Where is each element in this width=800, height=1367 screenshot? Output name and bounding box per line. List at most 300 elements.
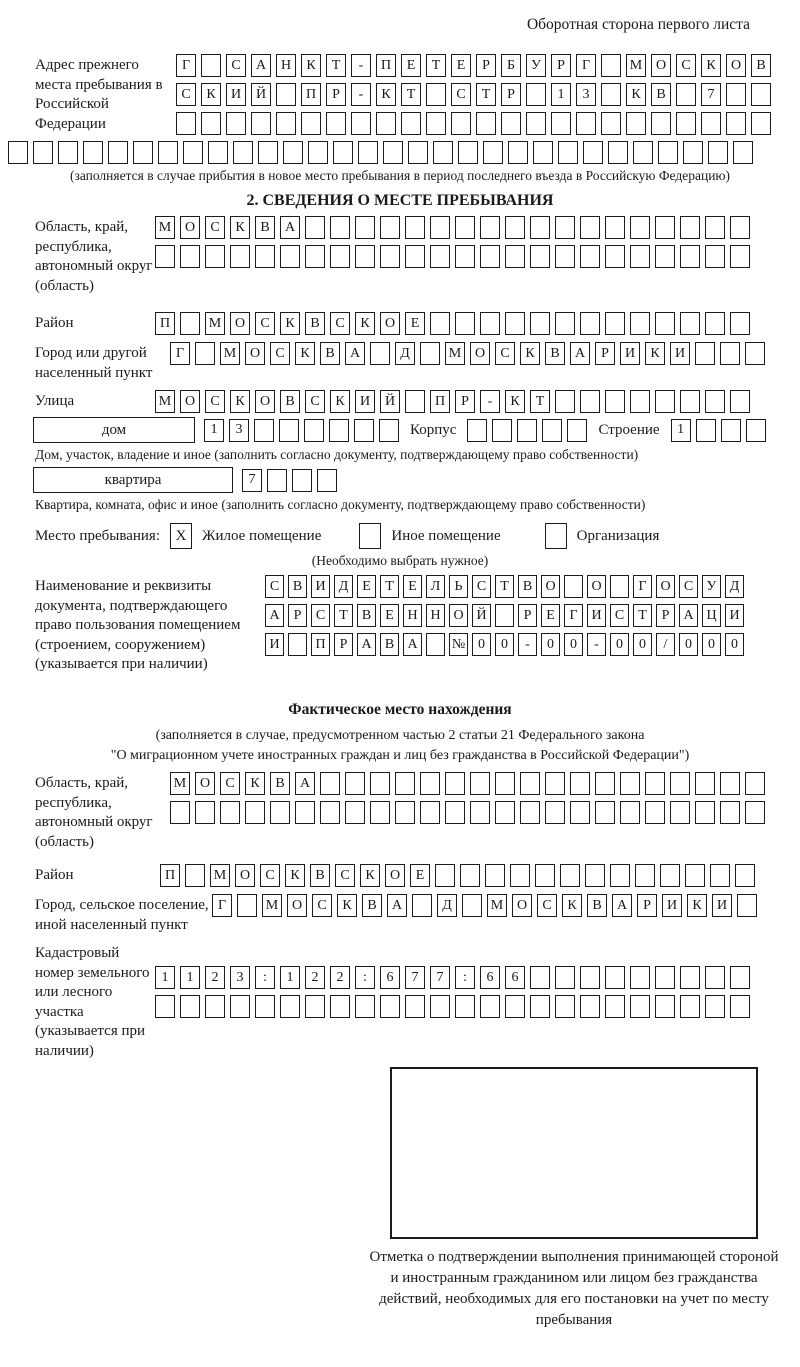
char-cell[interactable] <box>737 894 757 917</box>
char-cell[interactable]: Г <box>633 575 652 598</box>
char-cell[interactable] <box>355 245 375 268</box>
char-cell[interactable]: И <box>226 83 246 106</box>
char-cell[interactable]: Д <box>395 342 415 365</box>
char-cell[interactable] <box>455 216 475 239</box>
char-cell[interactable]: А <box>403 633 422 656</box>
char-cell[interactable] <box>455 995 475 1018</box>
char-cell[interactable]: К <box>295 342 315 365</box>
char-cell[interactable] <box>280 245 300 268</box>
char-cell[interactable] <box>158 141 178 164</box>
char-cell[interactable] <box>183 141 203 164</box>
char-cell[interactable] <box>508 141 528 164</box>
char-cell[interactable]: Р <box>501 83 521 106</box>
char-cell[interactable]: К <box>245 772 265 795</box>
char-cell[interactable] <box>267 469 287 492</box>
char-cell[interactable]: Н <box>276 54 296 77</box>
char-cell[interactable] <box>395 801 415 824</box>
char-cell[interactable]: С <box>265 575 284 598</box>
char-cell[interactable] <box>680 390 700 413</box>
char-cell[interactable]: Г <box>176 54 196 77</box>
char-cell[interactable] <box>683 141 703 164</box>
char-cell[interactable] <box>237 894 257 917</box>
char-cell[interactable] <box>405 995 425 1018</box>
char-cell[interactable]: Г <box>564 604 583 627</box>
char-cell[interactable] <box>258 141 278 164</box>
char-cell[interactable] <box>555 245 575 268</box>
char-cell[interactable] <box>580 390 600 413</box>
char-cell[interactable]: 7 <box>405 966 425 989</box>
char-cell[interactable] <box>8 141 28 164</box>
char-cell[interactable]: 3 <box>576 83 596 106</box>
char-cell[interactable] <box>676 112 696 135</box>
char-cell[interactable] <box>680 312 700 335</box>
char-cell[interactable]: С <box>472 575 491 598</box>
char-cell[interactable]: С <box>176 83 196 106</box>
char-cell[interactable]: А <box>265 604 284 627</box>
char-cell[interactable]: Е <box>410 864 430 887</box>
char-cell[interactable] <box>354 419 374 442</box>
char-cell[interactable] <box>570 801 590 824</box>
char-cell[interactable]: О <box>180 390 200 413</box>
char-cell[interactable]: 0 <box>633 633 652 656</box>
char-cell[interactable]: К <box>626 83 646 106</box>
char-cell[interactable]: И <box>355 390 375 413</box>
char-cell[interactable] <box>501 112 521 135</box>
char-cell[interactable]: 7 <box>430 966 450 989</box>
char-cell[interactable] <box>605 312 625 335</box>
char-cell[interactable] <box>505 245 525 268</box>
char-cell[interactable]: С <box>335 864 355 887</box>
char-cell[interactable] <box>720 772 740 795</box>
char-cell[interactable] <box>435 864 455 887</box>
char-cell[interactable] <box>445 772 465 795</box>
char-cell[interactable]: 6 <box>480 966 500 989</box>
char-cell[interactable]: Р <box>518 604 537 627</box>
char-cell[interactable] <box>695 772 715 795</box>
char-cell[interactable] <box>276 112 296 135</box>
char-cell[interactable] <box>355 216 375 239</box>
char-cell[interactable]: Р <box>288 604 307 627</box>
char-cell[interactable] <box>510 864 530 887</box>
char-cell[interactable] <box>460 864 480 887</box>
char-cell[interactable]: : <box>455 966 475 989</box>
char-cell[interactable] <box>370 801 390 824</box>
char-cell[interactable] <box>680 995 700 1018</box>
char-cell[interactable]: С <box>610 604 629 627</box>
char-cell[interactable] <box>33 141 53 164</box>
char-cell[interactable]: С <box>311 604 330 627</box>
char-cell[interactable] <box>517 419 537 442</box>
char-cell[interactable] <box>433 141 453 164</box>
stay-option-organization-checkbox[interactable] <box>545 523 567 549</box>
char-cell[interactable] <box>708 141 728 164</box>
char-cell[interactable] <box>520 801 540 824</box>
char-cell[interactable]: М <box>170 772 190 795</box>
char-cell[interactable]: И <box>725 604 744 627</box>
char-cell[interactable]: С <box>205 390 225 413</box>
char-cell[interactable] <box>155 995 175 1018</box>
char-cell[interactable]: 6 <box>505 966 525 989</box>
char-cell[interactable] <box>580 216 600 239</box>
char-cell[interactable] <box>405 216 425 239</box>
char-cell[interactable] <box>230 245 250 268</box>
char-cell[interactable] <box>695 801 715 824</box>
char-cell[interactable] <box>530 312 550 335</box>
char-cell[interactable]: О <box>541 575 560 598</box>
char-cell[interactable] <box>576 112 596 135</box>
char-cell[interactable]: 2 <box>330 966 350 989</box>
char-cell[interactable]: В <box>651 83 671 106</box>
char-cell[interactable]: М <box>445 342 465 365</box>
char-cell[interactable] <box>555 312 575 335</box>
char-cell[interactable] <box>205 995 225 1018</box>
char-cell[interactable]: М <box>626 54 646 77</box>
char-cell[interactable]: О <box>287 894 307 917</box>
char-cell[interactable]: С <box>451 83 471 106</box>
char-cell[interactable]: 1 <box>155 966 175 989</box>
char-cell[interactable]: О <box>230 312 250 335</box>
char-cell[interactable]: О <box>449 604 468 627</box>
char-cell[interactable] <box>304 419 324 442</box>
char-cell[interactable]: С <box>312 894 332 917</box>
char-cell[interactable]: О <box>512 894 532 917</box>
char-cell[interactable] <box>555 216 575 239</box>
char-cell[interactable] <box>180 245 200 268</box>
char-cell[interactable]: А <box>612 894 632 917</box>
char-cell[interactable] <box>379 419 399 442</box>
char-cell[interactable]: 1 <box>551 83 571 106</box>
char-cell[interactable]: О <box>470 342 490 365</box>
char-cell[interactable]: Л <box>426 575 445 598</box>
char-cell[interactable]: С <box>537 894 557 917</box>
char-cell[interactable] <box>176 112 196 135</box>
char-cell[interactable] <box>605 245 625 268</box>
char-cell[interactable] <box>655 966 675 989</box>
char-cell[interactable]: А <box>357 633 376 656</box>
char-cell[interactable] <box>305 245 325 268</box>
char-cell[interactable]: 0 <box>679 633 698 656</box>
char-cell[interactable] <box>505 312 525 335</box>
char-cell[interactable] <box>583 141 603 164</box>
char-cell[interactable]: Т <box>334 604 353 627</box>
char-cell[interactable] <box>551 112 571 135</box>
char-cell[interactable] <box>730 245 750 268</box>
char-cell[interactable]: 6 <box>380 966 400 989</box>
char-cell[interactable]: В <box>270 772 290 795</box>
char-cell[interactable]: 3 <box>229 419 249 442</box>
char-cell[interactable] <box>655 995 675 1018</box>
char-cell[interactable] <box>320 801 340 824</box>
char-cell[interactable] <box>655 390 675 413</box>
char-cell[interactable]: А <box>295 772 315 795</box>
char-cell[interactable]: Г <box>170 342 190 365</box>
char-cell[interactable]: П <box>301 83 321 106</box>
char-cell[interactable] <box>685 864 705 887</box>
char-cell[interactable] <box>412 894 432 917</box>
char-cell[interactable]: С <box>205 216 225 239</box>
char-cell[interactable]: Е <box>405 312 425 335</box>
char-cell[interactable]: Д <box>437 894 457 917</box>
char-cell[interactable] <box>558 141 578 164</box>
char-cell[interactable]: П <box>160 864 180 887</box>
char-cell[interactable] <box>705 966 725 989</box>
char-cell[interactable]: С <box>495 342 515 365</box>
char-cell[interactable] <box>430 995 450 1018</box>
char-cell[interactable] <box>495 772 515 795</box>
char-cell[interactable] <box>670 801 690 824</box>
char-cell[interactable] <box>376 112 396 135</box>
char-cell[interactable]: Р <box>334 633 353 656</box>
char-cell[interactable]: М <box>262 894 282 917</box>
char-cell[interactable] <box>208 141 228 164</box>
char-cell[interactable] <box>530 995 550 1018</box>
char-cell[interactable]: А <box>570 342 590 365</box>
char-cell[interactable]: Р <box>551 54 571 77</box>
char-cell[interactable] <box>655 312 675 335</box>
char-cell[interactable]: В <box>545 342 565 365</box>
char-cell[interactable] <box>601 54 621 77</box>
char-cell[interactable]: 1 <box>280 966 300 989</box>
char-cell[interactable]: Т <box>495 575 514 598</box>
char-cell[interactable]: Т <box>326 54 346 77</box>
char-cell[interactable] <box>655 216 675 239</box>
char-cell[interactable] <box>276 83 296 106</box>
char-cell[interactable] <box>195 801 215 824</box>
char-cell[interactable]: Т <box>426 54 446 77</box>
char-cell[interactable] <box>530 966 550 989</box>
char-cell[interactable] <box>483 141 503 164</box>
char-cell[interactable]: К <box>285 864 305 887</box>
char-cell[interactable] <box>658 141 678 164</box>
char-cell[interactable]: О <box>587 575 606 598</box>
char-cell[interactable]: В <box>320 342 340 365</box>
char-cell[interactable] <box>426 112 446 135</box>
char-cell[interactable]: Н <box>426 604 445 627</box>
char-cell[interactable] <box>564 575 583 598</box>
char-cell[interactable]: К <box>520 342 540 365</box>
char-cell[interactable] <box>420 342 440 365</box>
char-cell[interactable] <box>745 342 765 365</box>
char-cell[interactable]: / <box>656 633 675 656</box>
char-cell[interactable] <box>470 801 490 824</box>
char-cell[interactable] <box>630 966 650 989</box>
char-cell[interactable]: А <box>251 54 271 77</box>
char-cell[interactable]: М <box>155 216 175 239</box>
char-cell[interactable] <box>735 864 755 887</box>
char-cell[interactable] <box>567 419 587 442</box>
char-cell[interactable]: С <box>676 54 696 77</box>
char-cell[interactable] <box>255 995 275 1018</box>
char-cell[interactable] <box>545 772 565 795</box>
char-cell[interactable] <box>651 112 671 135</box>
char-cell[interactable] <box>430 216 450 239</box>
char-cell[interactable] <box>345 772 365 795</box>
char-cell[interactable]: 7 <box>701 83 721 106</box>
char-cell[interactable] <box>526 83 546 106</box>
char-cell[interactable]: С <box>255 312 275 335</box>
char-cell[interactable]: О <box>656 575 675 598</box>
char-cell[interactable]: К <box>337 894 357 917</box>
char-cell[interactable] <box>610 575 629 598</box>
char-cell[interactable] <box>605 966 625 989</box>
char-cell[interactable]: П <box>376 54 396 77</box>
char-cell[interactable] <box>545 801 565 824</box>
char-cell[interactable] <box>746 419 766 442</box>
char-cell[interactable]: 0 <box>725 633 744 656</box>
char-cell[interactable] <box>485 864 505 887</box>
char-cell[interactable] <box>329 419 349 442</box>
char-cell[interactable] <box>283 141 303 164</box>
char-cell[interactable]: К <box>230 216 250 239</box>
char-cell[interactable] <box>526 112 546 135</box>
char-cell[interactable] <box>370 772 390 795</box>
char-cell[interactable] <box>520 772 540 795</box>
char-cell[interactable]: Т <box>633 604 652 627</box>
char-cell[interactable]: Е <box>541 604 560 627</box>
char-cell[interactable] <box>345 801 365 824</box>
char-cell[interactable] <box>351 112 371 135</box>
char-cell[interactable] <box>317 469 337 492</box>
char-cell[interactable]: П <box>311 633 330 656</box>
char-cell[interactable]: К <box>280 312 300 335</box>
char-cell[interactable]: Ь <box>449 575 468 598</box>
char-cell[interactable]: Р <box>455 390 475 413</box>
char-cell[interactable] <box>58 141 78 164</box>
char-cell[interactable] <box>430 312 450 335</box>
char-cell[interactable] <box>201 54 221 77</box>
char-cell[interactable]: И <box>670 342 690 365</box>
char-cell[interactable] <box>745 801 765 824</box>
char-cell[interactable]: 0 <box>472 633 491 656</box>
char-cell[interactable] <box>288 633 307 656</box>
char-cell[interactable]: Г <box>576 54 596 77</box>
char-cell[interactable] <box>630 995 650 1018</box>
char-cell[interactable]: И <box>311 575 330 598</box>
char-cell[interactable]: Й <box>380 390 400 413</box>
char-cell[interactable]: В <box>310 864 330 887</box>
char-cell[interactable]: Н <box>403 604 422 627</box>
char-cell[interactable]: В <box>362 894 382 917</box>
char-cell[interactable]: У <box>702 575 721 598</box>
char-cell[interactable] <box>705 245 725 268</box>
char-cell[interactable]: М <box>210 864 230 887</box>
char-cell[interactable]: У <box>526 54 546 77</box>
char-cell[interactable] <box>333 141 353 164</box>
char-cell[interactable] <box>195 342 215 365</box>
char-cell[interactable] <box>233 141 253 164</box>
char-cell[interactable]: 2 <box>305 966 325 989</box>
char-cell[interactable]: И <box>662 894 682 917</box>
char-cell[interactable]: С <box>330 312 350 335</box>
char-cell[interactable]: Е <box>357 575 376 598</box>
char-cell[interactable] <box>580 995 600 1018</box>
char-cell[interactable]: К <box>505 390 525 413</box>
char-cell[interactable]: 2 <box>205 966 225 989</box>
char-cell[interactable]: К <box>230 390 250 413</box>
char-cell[interactable]: М <box>155 390 175 413</box>
char-cell[interactable] <box>730 995 750 1018</box>
char-cell[interactable] <box>305 995 325 1018</box>
char-cell[interactable]: Р <box>637 894 657 917</box>
char-cell[interactable]: М <box>220 342 240 365</box>
char-cell[interactable] <box>730 966 750 989</box>
char-cell[interactable]: К <box>360 864 380 887</box>
char-cell[interactable] <box>380 245 400 268</box>
char-cell[interactable] <box>620 801 640 824</box>
char-cell[interactable]: К <box>701 54 721 77</box>
char-cell[interactable]: Е <box>451 54 471 77</box>
char-cell[interactable] <box>230 995 250 1018</box>
char-cell[interactable] <box>660 864 680 887</box>
char-cell[interactable]: И <box>620 342 640 365</box>
char-cell[interactable] <box>380 216 400 239</box>
char-cell[interactable]: И <box>265 633 284 656</box>
char-cell[interactable] <box>430 245 450 268</box>
char-cell[interactable] <box>730 216 750 239</box>
char-cell[interactable]: С <box>260 864 280 887</box>
char-cell[interactable]: 3 <box>230 966 250 989</box>
char-cell[interactable] <box>458 141 478 164</box>
char-cell[interactable]: С <box>226 54 246 77</box>
char-cell[interactable] <box>408 141 428 164</box>
char-cell[interactable] <box>185 864 205 887</box>
char-cell[interactable] <box>280 995 300 1018</box>
char-cell[interactable] <box>245 801 265 824</box>
char-cell[interactable]: Е <box>380 604 399 627</box>
char-cell[interactable] <box>480 995 500 1018</box>
char-cell[interactable]: О <box>726 54 746 77</box>
char-cell[interactable] <box>620 772 640 795</box>
char-cell[interactable] <box>180 995 200 1018</box>
char-cell[interactable] <box>530 216 550 239</box>
char-cell[interactable] <box>595 772 615 795</box>
char-cell[interactable]: О <box>235 864 255 887</box>
char-cell[interactable] <box>405 245 425 268</box>
char-cell[interactable] <box>730 312 750 335</box>
char-cell[interactable]: С <box>305 390 325 413</box>
char-cell[interactable] <box>370 342 390 365</box>
char-cell[interactable] <box>420 772 440 795</box>
char-cell[interactable]: К <box>355 312 375 335</box>
char-cell[interactable] <box>605 390 625 413</box>
char-cell[interactable]: С <box>220 772 240 795</box>
char-cell[interactable]: Р <box>326 83 346 106</box>
char-cell[interactable]: Д <box>334 575 353 598</box>
char-cell[interactable] <box>555 390 575 413</box>
char-cell[interactable] <box>445 801 465 824</box>
char-cell[interactable] <box>505 216 525 239</box>
char-cell[interactable] <box>542 419 562 442</box>
char-cell[interactable] <box>670 772 690 795</box>
char-cell[interactable] <box>705 995 725 1018</box>
char-cell[interactable] <box>605 995 625 1018</box>
char-cell[interactable]: Б <box>501 54 521 77</box>
char-cell[interactable] <box>630 390 650 413</box>
char-cell[interactable]: 0 <box>610 633 629 656</box>
char-cell[interactable] <box>610 864 630 887</box>
char-cell[interactable] <box>505 995 525 1018</box>
char-cell[interactable] <box>251 112 271 135</box>
char-cell[interactable]: К <box>330 390 350 413</box>
char-cell[interactable]: А <box>387 894 407 917</box>
char-cell[interactable] <box>201 112 221 135</box>
char-cell[interactable] <box>580 312 600 335</box>
char-cell[interactable]: К <box>201 83 221 106</box>
char-cell[interactable] <box>720 801 740 824</box>
char-cell[interactable] <box>395 772 415 795</box>
char-cell[interactable] <box>155 245 175 268</box>
char-cell[interactable]: - <box>351 54 371 77</box>
